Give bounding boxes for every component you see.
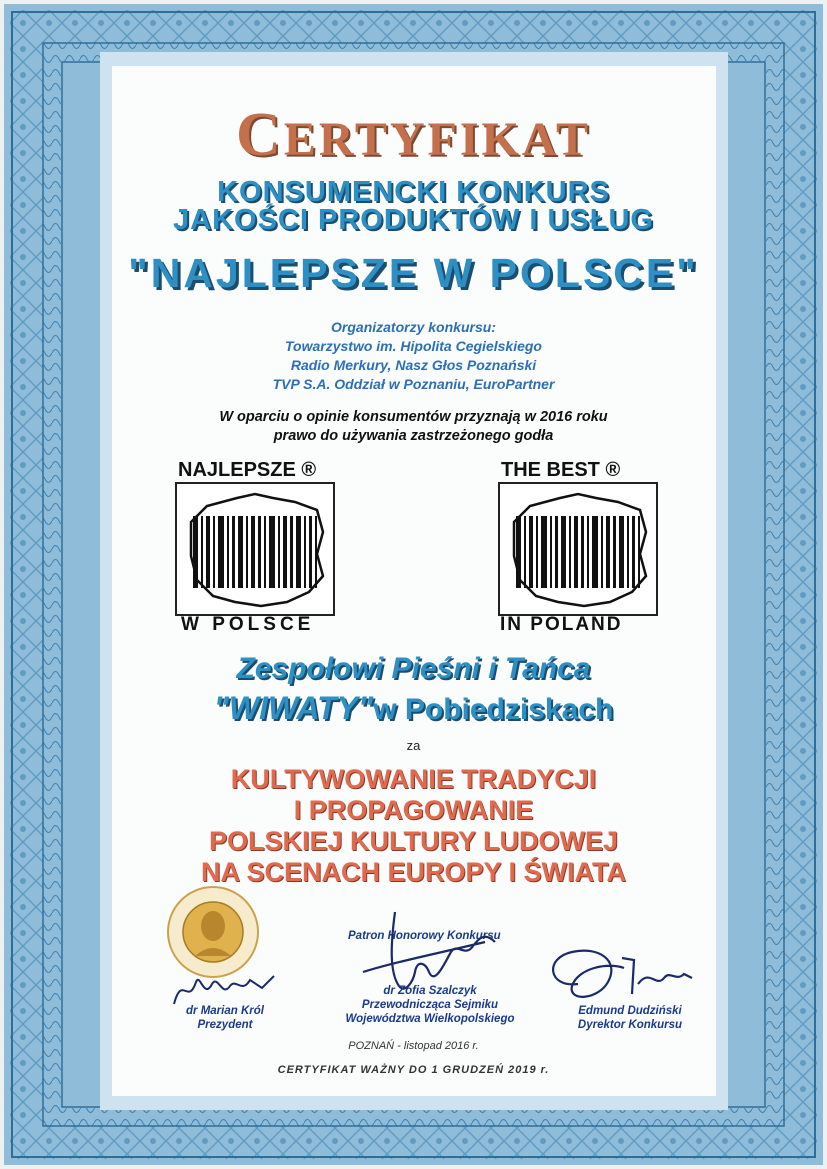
barcode-bar (601, 516, 603, 588)
reason-line4: NA SCENACH EUROPY I ŚWIATA (200, 857, 627, 887)
organizers-line1: Towarzystwo im. Hipolita Cegielskiego (285, 338, 542, 354)
barcode-bar (232, 516, 235, 588)
logo-the-best-in-poland (498, 482, 658, 616)
title-initial: C (236, 101, 284, 169)
barcode-bar (258, 516, 261, 588)
za-label: za (406, 738, 421, 753)
barcode-bar (251, 516, 255, 588)
barcode-bar (516, 516, 521, 588)
signature-center-role1: Przewodnicząca Sejmiku (361, 999, 499, 1011)
barcode-bar (550, 516, 552, 588)
organizers-line2: Radio Merkury, Nasz Głos Poznański (290, 357, 537, 373)
signature-center-name: dr Zofia Szalczyk (383, 985, 477, 997)
reason-line3: POLSKIEJ KULTURY LUDOWEJ (208, 826, 619, 856)
barcode-bar (201, 516, 203, 588)
logo-najlepsze-w-polsce (175, 482, 335, 616)
barcode-bar (278, 516, 280, 588)
barcode-bar (555, 516, 558, 588)
barcode-bar (213, 516, 215, 588)
barcode-bar (536, 516, 538, 588)
contest-name: "NAJLEPSZE W POLSCE" (128, 250, 699, 296)
barcode-bar (541, 516, 547, 588)
barcode-bar (581, 516, 584, 588)
title-rest: ERTYFIKAT (283, 113, 591, 166)
signature-right-name: Edmund Dudziński (578, 1005, 682, 1017)
barcode-bar (529, 516, 533, 588)
validity-note: CERTYFIKAT WAŻNY DO 1 GRUDZEŃ 2019 r. (277, 1064, 550, 1076)
logo-en-bottom-label: IN POLAND (500, 614, 623, 635)
barcode-bar (627, 516, 629, 588)
patron-heading: Patron Honorowy Konkursu (348, 930, 501, 942)
recipient-line2 (0, 690, 827, 727)
signature-left-name: dr Marian Król (186, 1005, 264, 1017)
barcode-bar (206, 516, 210, 588)
reason-line1: KULTYWOWANIE TRADYCJI (230, 764, 597, 794)
barcode-bar (619, 516, 624, 588)
place-date: POZNAŃ - listopad 2016 r. (348, 1040, 479, 1052)
barcode-bar (238, 516, 243, 588)
barcode-bar (246, 516, 248, 588)
signature-left-role: Prezydent (197, 1019, 253, 1031)
subtitle-line1: KONSUMENCKI KONKURS (217, 176, 610, 208)
barcode-bar (269, 516, 275, 588)
reason-line2: I PROPAGOWANIE (293, 795, 534, 825)
organizers-line3: TVP S.A. Oddział w Poznaniu, EuroPartner (272, 376, 555, 392)
organizers-heading: Organizatorzy konkursu: (331, 319, 496, 335)
barcode-bar (227, 516, 229, 588)
barcode-bar (569, 516, 571, 588)
recipient-name: "WIWATY" (213, 690, 374, 726)
logo-en-top-label: THE BEST ® (501, 459, 621, 481)
subtitle-line2: JAKOŚCI PRODUKTÓW I USŁUG (173, 204, 654, 236)
barcode-bar (315, 516, 317, 588)
logo-pl-top-label: NAJLEPSZE ® (178, 459, 317, 481)
barcode-bar (283, 516, 287, 588)
barcode-bar (632, 516, 635, 588)
barcode-bar (574, 516, 578, 588)
recipient-place: w Pobiedziskach (373, 693, 614, 726)
barcode-bar (606, 516, 610, 588)
barcode-bar (309, 516, 312, 588)
barcode-pl (193, 516, 317, 588)
basis-line2: prawo do używania zastrzeżonego godła (273, 428, 554, 444)
barcode-en (516, 516, 640, 588)
signature-center-role2: Województwa Wielkopolskiego (345, 1013, 515, 1025)
barcode-bar (264, 516, 266, 588)
logo-pl-bottom-label: W POLSCE (181, 614, 315, 635)
certificate-title (0, 100, 827, 171)
barcode-bar (638, 516, 640, 588)
basis-line1: W oparciu o opinie konsumentów przyznają w 2016 roku (219, 409, 608, 425)
barcode-bar (587, 516, 589, 588)
barcode-bar (296, 516, 301, 588)
signature-right-role: Dyrektor Konkursu (577, 1019, 683, 1031)
barcode-bar (561, 516, 566, 588)
recipient-line1: Zespołowi Pieśni i Tańca (236, 652, 591, 685)
barcode-bar (193, 516, 198, 588)
barcode-bar (592, 516, 598, 588)
barcode-bar (290, 516, 293, 588)
barcode-bar (613, 516, 616, 588)
barcode-bar (218, 516, 224, 588)
barcode-bar (304, 516, 306, 588)
barcode-bar (524, 516, 526, 588)
